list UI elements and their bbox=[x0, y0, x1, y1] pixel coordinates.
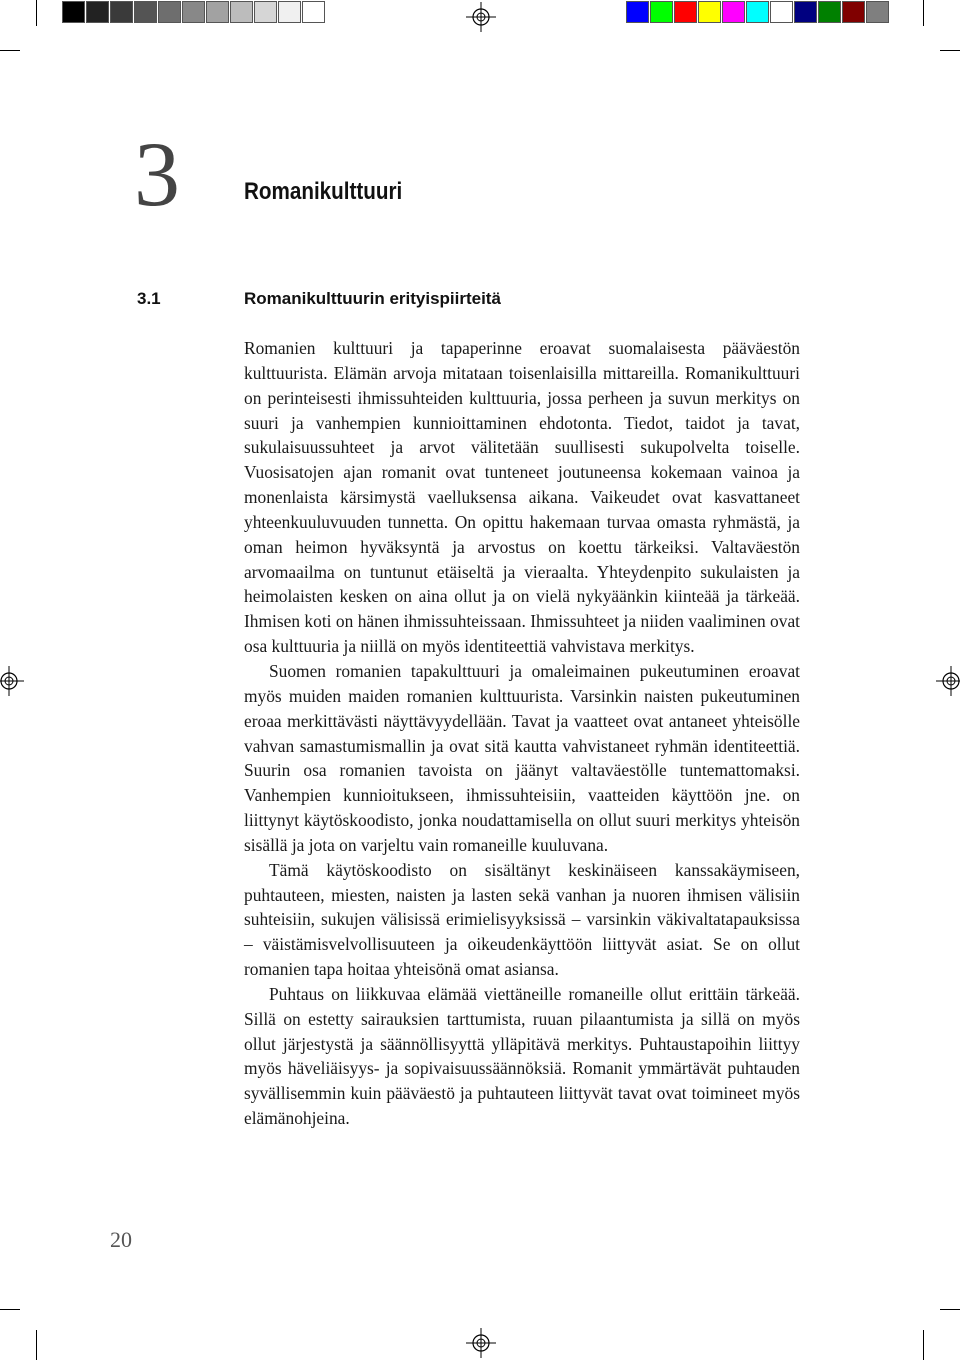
color-swatch bbox=[206, 1, 229, 23]
color-swatch bbox=[182, 1, 205, 23]
paragraph: Puhtaus on liikkuvaa elämää viettäneille romaneille ollut erittäin tärkeää. Sillä on estetty sairauksien tarttumista, ruuan pilaantumista ja sillä on myös ollut järjestystä ja säännöllisyyttä ylläpitävä merkitys. Puhtaustapoihin liittyy myös häveliäisyys- ja sopivaisuussäännöksiä. Romanit ymmärtävät puhtauden syvällisemmin kuin pääväestö ja puhtauteen liittyvät tavat ovat toimineet myös elämänohjeina. bbox=[244, 983, 800, 1129]
color-swatch bbox=[302, 1, 325, 23]
color-swatch bbox=[62, 1, 85, 23]
color-swatch bbox=[230, 1, 253, 23]
section-title: Romanikulttuurin erityispiirteitä bbox=[244, 289, 501, 308]
crop-mark bbox=[940, 50, 960, 51]
color-swatch bbox=[674, 1, 697, 23]
color-swatch bbox=[722, 1, 745, 23]
registration-mark-icon bbox=[466, 1328, 496, 1358]
crop-mark bbox=[0, 50, 20, 51]
section-number: 3.1 bbox=[137, 289, 161, 308]
registration-mark-icon bbox=[936, 666, 960, 696]
crop-mark bbox=[36, 0, 37, 26]
registration-mark-icon bbox=[0, 666, 24, 696]
crop-mark bbox=[940, 1309, 960, 1310]
color-swatch bbox=[158, 1, 181, 23]
color-swatch bbox=[278, 1, 301, 23]
body-text bbox=[244, 336, 800, 1131]
color-swatch bbox=[770, 1, 793, 23]
paragraph: Suomen romanien tapakulttuuri ja omaleimainen pukeutuminen eroavat myös muiden maiden romanien kulttuurista. Varsinkin naisten pukeutuminen eroaa merkittävästi näyttävyydellään. Tavat ja vaatteet ovat antaneet yhteisölle vahvan samastumismallin ja ovat sitä kautta vahvistaneet ryhmän identiteettiä. Suurin osa romanien tavoista on jäänyt valtaväestölle tuntemattomaksi. Vanhempien kunnioitukseen, ihmissuhteisiin, vaatteiden käyttöön jne. on liittynyt käytöskoodisto, jonka noudattamisella on ollut suuri merkitys yhteisön sisällä ja jota on varjeltu vain romaneille kuuluvana. bbox=[244, 660, 800, 855]
color-swatch bbox=[794, 1, 817, 23]
chapter-number: 3 bbox=[134, 123, 180, 225]
color-swatch bbox=[698, 1, 721, 23]
color-swatch bbox=[254, 1, 277, 23]
crop-mark bbox=[923, 0, 924, 26]
color-swatch bbox=[110, 1, 133, 23]
crop-mark bbox=[923, 1330, 924, 1360]
color-swatch bbox=[86, 1, 109, 23]
crop-mark bbox=[36, 1330, 37, 1360]
color-swatch bbox=[626, 1, 649, 23]
crop-mark bbox=[0, 1309, 20, 1310]
registration-mark-icon bbox=[466, 2, 496, 32]
color-swatch bbox=[650, 1, 673, 23]
color-swatch bbox=[134, 1, 157, 23]
cmyk-color-bar bbox=[626, 1, 890, 25]
grayscale-color-bar bbox=[62, 1, 326, 25]
color-swatch bbox=[746, 1, 769, 23]
chapter-title: Romanikulttuuri bbox=[244, 178, 403, 205]
color-swatch bbox=[866, 1, 889, 23]
page-number: 20 bbox=[110, 1227, 132, 1252]
color-swatch bbox=[842, 1, 865, 23]
color-swatch bbox=[818, 1, 841, 23]
paragraph: Romanien kulttuuri ja tapaperinne eroavat suomalaisesta pääväestön kulttuurista. Elämän arvoja mitataan toisenlaisilla mittareilla. Romanikulttuuri on perinteisesti ihmissuhteiden kulttuuria, jossa perheen ja suvun merkitys on suuri ja vanhempien kunnioittaminen ehdotonta. Tiedot, taidot ja tavat, sukulaisuussuhteet ja arvot välitetään suullisesti sukupolvelta toiselle. Vuosisatojen ajan romanit ovat tunteneet joutuneensa kokemaan vainoa ja monenlaista kärsimystä vaelluksensa aikana. Vaikeudet ovat kasvattaneet yhteenkuuluvuuden tunnetta. On opittu hakemaan turvaa omasta ryhmästä, ja oman heimon hyväksyntä ja arvostus on koettu tärkeiksi. Valtaväestön arvomaailma on tuntunut etäiseltä ja vieraalta. Yhteydenpito sukulaisten ja heimolaisten kesken on aina ollut ja on vielä nykyäänkin kiinteää ja tärkeää. Ihmisen koti on hänen ihmissuhteissaan. Ihmissuhteet ja niiden vaaliminen ovat osa kulttuuria ja niillä on myös identiteettiä vahvistava merkitys. bbox=[244, 338, 800, 657]
paragraph: Tämä käytöskoodisto on sisältänyt keskinäiseen kanssakäymiseen, puhtauteen, miesten, naisten ja lasten sekä vanhan ja nuoren ihmisen välisiin suhteisiin, sukujen välisissä erimielisyyksissä – varsinkin väkivaltatapauksissa – väistämisvelvollisuuteen ja oikeudenkäyttöön liittyvät asiat. Se on ollut romanien tapa hoitaa yhteisönä omat asiansa. bbox=[244, 859, 800, 980]
